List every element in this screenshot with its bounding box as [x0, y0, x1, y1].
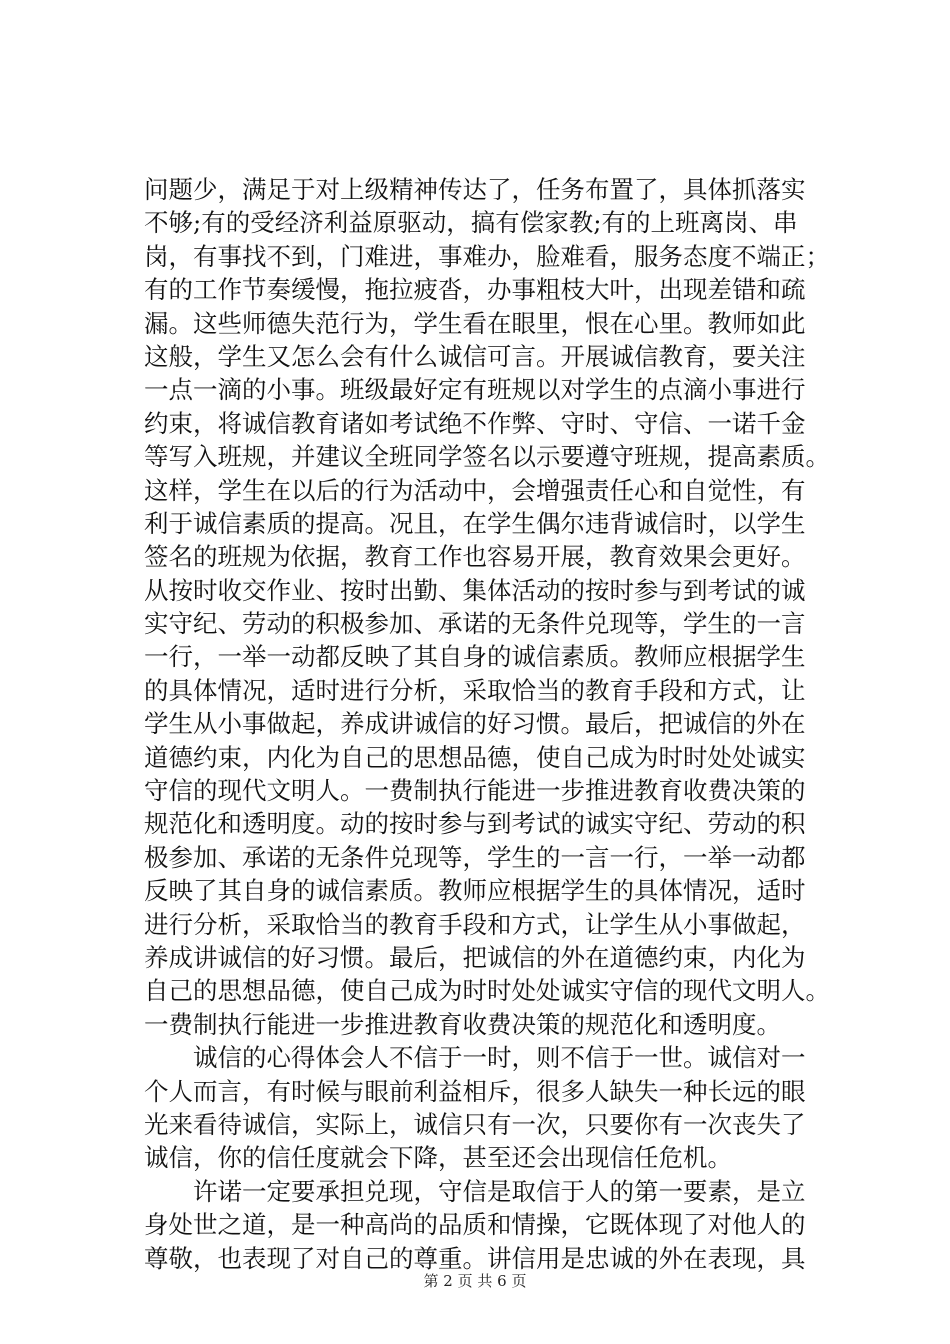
text-line: 规范化和透明度。动的按时参与到考试的诚实守纪、劳动的积: [144, 809, 806, 839]
text-line: 身处世之道，是一种高尚的品质和情操，它既体现了对他人的: [144, 1210, 806, 1240]
text-line: 反映了其自身的诚信素质。教师应根据学生的具体情况，适时: [144, 876, 806, 906]
page-number: 第 2 页 共 6 页: [423, 1272, 527, 1290]
text-line: 这般，学生又怎么会有什么诚信可言。开展诚信教育，要关注: [144, 341, 806, 371]
text-line: 守信的现代文明人。一费制执行能进一步推进教育收费决策的: [144, 776, 806, 806]
text-line: 这样，学生在以后的行为活动中，会增强责任心和自觉性，有: [144, 475, 806, 505]
text-line: 问题少，满足于对上级精神传达了，任务布置了，具体抓落实: [144, 175, 806, 204]
text-line: 一行，一举一动都反映了其自身的诚信素质。教师应根据学生: [144, 642, 806, 672]
text-line: 养成讲诚信的好习惯。最后，把诚信的外在道德约束，内化为: [144, 942, 806, 972]
text-line: 诚信，你的信任度就会下降，甚至还会出现信任危机。: [144, 1143, 732, 1173]
text-line: 个人而言，有时候与眼前利益相斥，很多人缺失一种长远的眼: [144, 1076, 806, 1106]
text-line: 一费制执行能进一步推进教育收费决策的规范化和透明度。: [144, 1009, 781, 1039]
body-text: [144, 173, 834, 1275]
paragraph-line: 许诺一定要承担兑现，守信是取信于人的第一要素，是立: [144, 1176, 806, 1206]
text-line: 道德约束，内化为自己的思想品德，使自己成为时时处处诚实: [144, 742, 806, 772]
text-line: 签名的班规为依据，教育工作也容易开展，教育效果会更好。: [144, 542, 806, 572]
text-line: 进行分析，采取恰当的教育手段和方式，让学生从小事做起，: [144, 909, 806, 939]
text-line: 从按时收交作业、按时出勤、集体活动的按时参与到考试的诚: [144, 575, 806, 605]
text-line: 极参加、承诺的无条件兑现等，学生的一言一行，一举一动都: [144, 842, 806, 872]
text-line: 漏。这些师德失范行为，学生看在眼里，恨在心里。教师如此: [144, 308, 806, 338]
text-line: 尊敬，也表现了对自己的尊重。讲信用是忠诚的外在表现，具: [144, 1243, 806, 1273]
page-footer: [0, 1270, 950, 1291]
text-line: 岗，有事找不到，门难进，事难办，脸难看，服务态度不端正；: [144, 241, 830, 271]
text-line: 约束，将诚信教育诸如考试绝不作弊、守时、守信、一诺千金: [144, 408, 806, 438]
paragraph-line: 诚信的心得体会人不信于一时，则不信于一世。诚信对一: [144, 1043, 806, 1073]
text-line: 有的工作节奏缓慢，拖拉疲沓，办事粗枝大叶，出现差错和疏: [144, 275, 806, 305]
text-line: 不够;有的受经济利益原驱动，搞有偿家教;有的上班离岗、串: [144, 208, 798, 238]
text-line: 一点一滴的小事。班级最好定有班规以对学生的点滴小事进行: [144, 375, 806, 405]
text-line: 学生从小事做起，养成讲诚信的好习惯。最后，把诚信的外在: [144, 709, 806, 739]
text-line: 等写入班规，并建议全班同学签名以示要遵守班规，提高素质。: [144, 442, 830, 472]
text-line: 的具体情况，适时进行分析，采取恰当的教育手段和方式，让: [144, 675, 806, 705]
text-line: 利于诚信素质的提高。况且，在学生偶尔违背诚信时，以学生: [144, 508, 806, 538]
text-line: 自己的思想品德，使自己成为时时处处诚实守信的现代文明人。: [144, 976, 830, 1006]
text-line: 实守纪、劳动的积极参加、承诺的无条件兑现等，学生的一言: [144, 609, 806, 639]
text-line: 光来看待诚信，实际上，诚信只有一次，只要你有一次丧失了: [144, 1109, 806, 1139]
